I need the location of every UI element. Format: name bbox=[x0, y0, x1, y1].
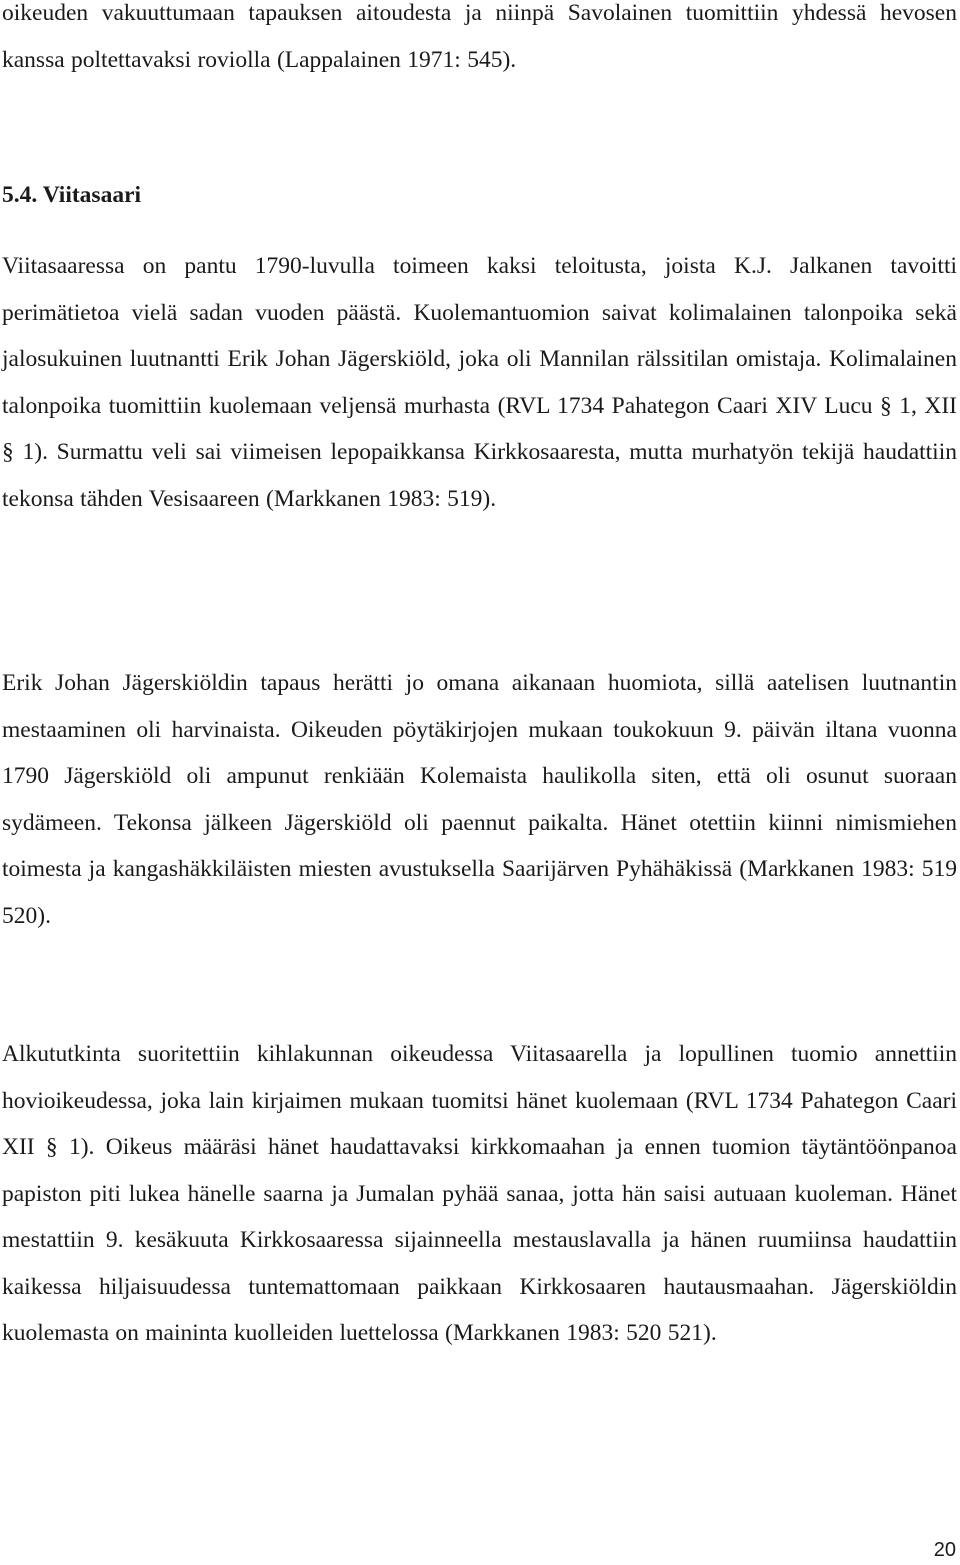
page-number: 20 bbox=[933, 1539, 956, 1561]
paragraph-continued: oikeuden vakuuttumaan tapauksen aitoudesta ja niinpä Savolainen tuomittiin yhdessä hevosen kanssa poltettavaksi roviolla (Lappalainen 1971: 545). bbox=[2, 0, 957, 73]
section-number: 5.4. bbox=[2, 182, 38, 208]
paragraph-executions: Viitasaaressa on pantu 1790-luvulla toimeen kaksi teloitusta, joista K.J. Jalkanen tavoitti perimätietoa vielä sadan vuoden päästä. Kuolemantuomion saivat kolimalainen talonpoika sekä jalosukuinen luutnantti Erik Johan Jägerskiöld, joka oli Mannilan rälssitilan omistaja. Kolimalainen talonpoika tuomittiin kuolemaan veljensä murhasta (RVL 1734 Pahategon Caari XIV Lucu § 1, XII § 1). Surmattu veli sai viimeisen lepopaikkansa Kirkkosaaresta, mutta murhatyön tekijä haudattiin tekonsa tähden Vesisaareen (Markkanen 1983: 519). bbox=[2, 253, 957, 512]
section-title: Viitasaari bbox=[42, 182, 142, 208]
paragraph-trial-and-execution: Alkututkinta suoritettiin kihlakunnan oikeudessa Viitasaarella ja lopullinen tuomio annettiin hovioikeudessa, joka lain kirjaimen mukaan tuomitsi hänet kuolemaan (RVL 1734 Pahategon Caari XII § 1). Oikeus määräsi hänet haudattavaksi kirkkomaahan ja ennen tuomion täytäntöönpanoa papiston piti lukea hänelle saarna ja Jumalan pyhää sanaa, jotta hän saisi autuaan kuoleman. Hänet mestattiin 9. kesäkuuta Kirkkosaaressa sijainneella mestauslavalla ja hänen ruumiinsa haudattiin kaikessa hiljaisuudessa tuntemattomaan paikkaan Kirkkosaaren hautausmaahan. Jägerskiöldin kuolemasta on maininta kuolleiden luettelossa (Markkanen 1983: 520 521). bbox=[2, 1041, 957, 1346]
paragraph-jagerskiold-case: Erik Johan Jägerskiöldin tapaus herätti jo omana aikanaan huomiota, sillä aatelisen luutnantin mestaaminen oli harvinaista. Oikeuden pöytäkirjojen mukaan toukokuun 9. päivän iltana vuonna 1790 Jägerskiöld oli ampunut renkiään Kolemaista haulikolla siten, että oli osunut suoraan sydämeen. Tekonsa jälkeen Jägerskiöld oli paennut paikalta. Hänet otettiin kiinni nimismiehen toimesta ja kangashäkkiläisten miesten avustuksella Saarijärven Pyhähäkissä (Markkanen 1983: 519 520). bbox=[2, 670, 957, 929]
section-heading bbox=[2, 172, 141, 219]
